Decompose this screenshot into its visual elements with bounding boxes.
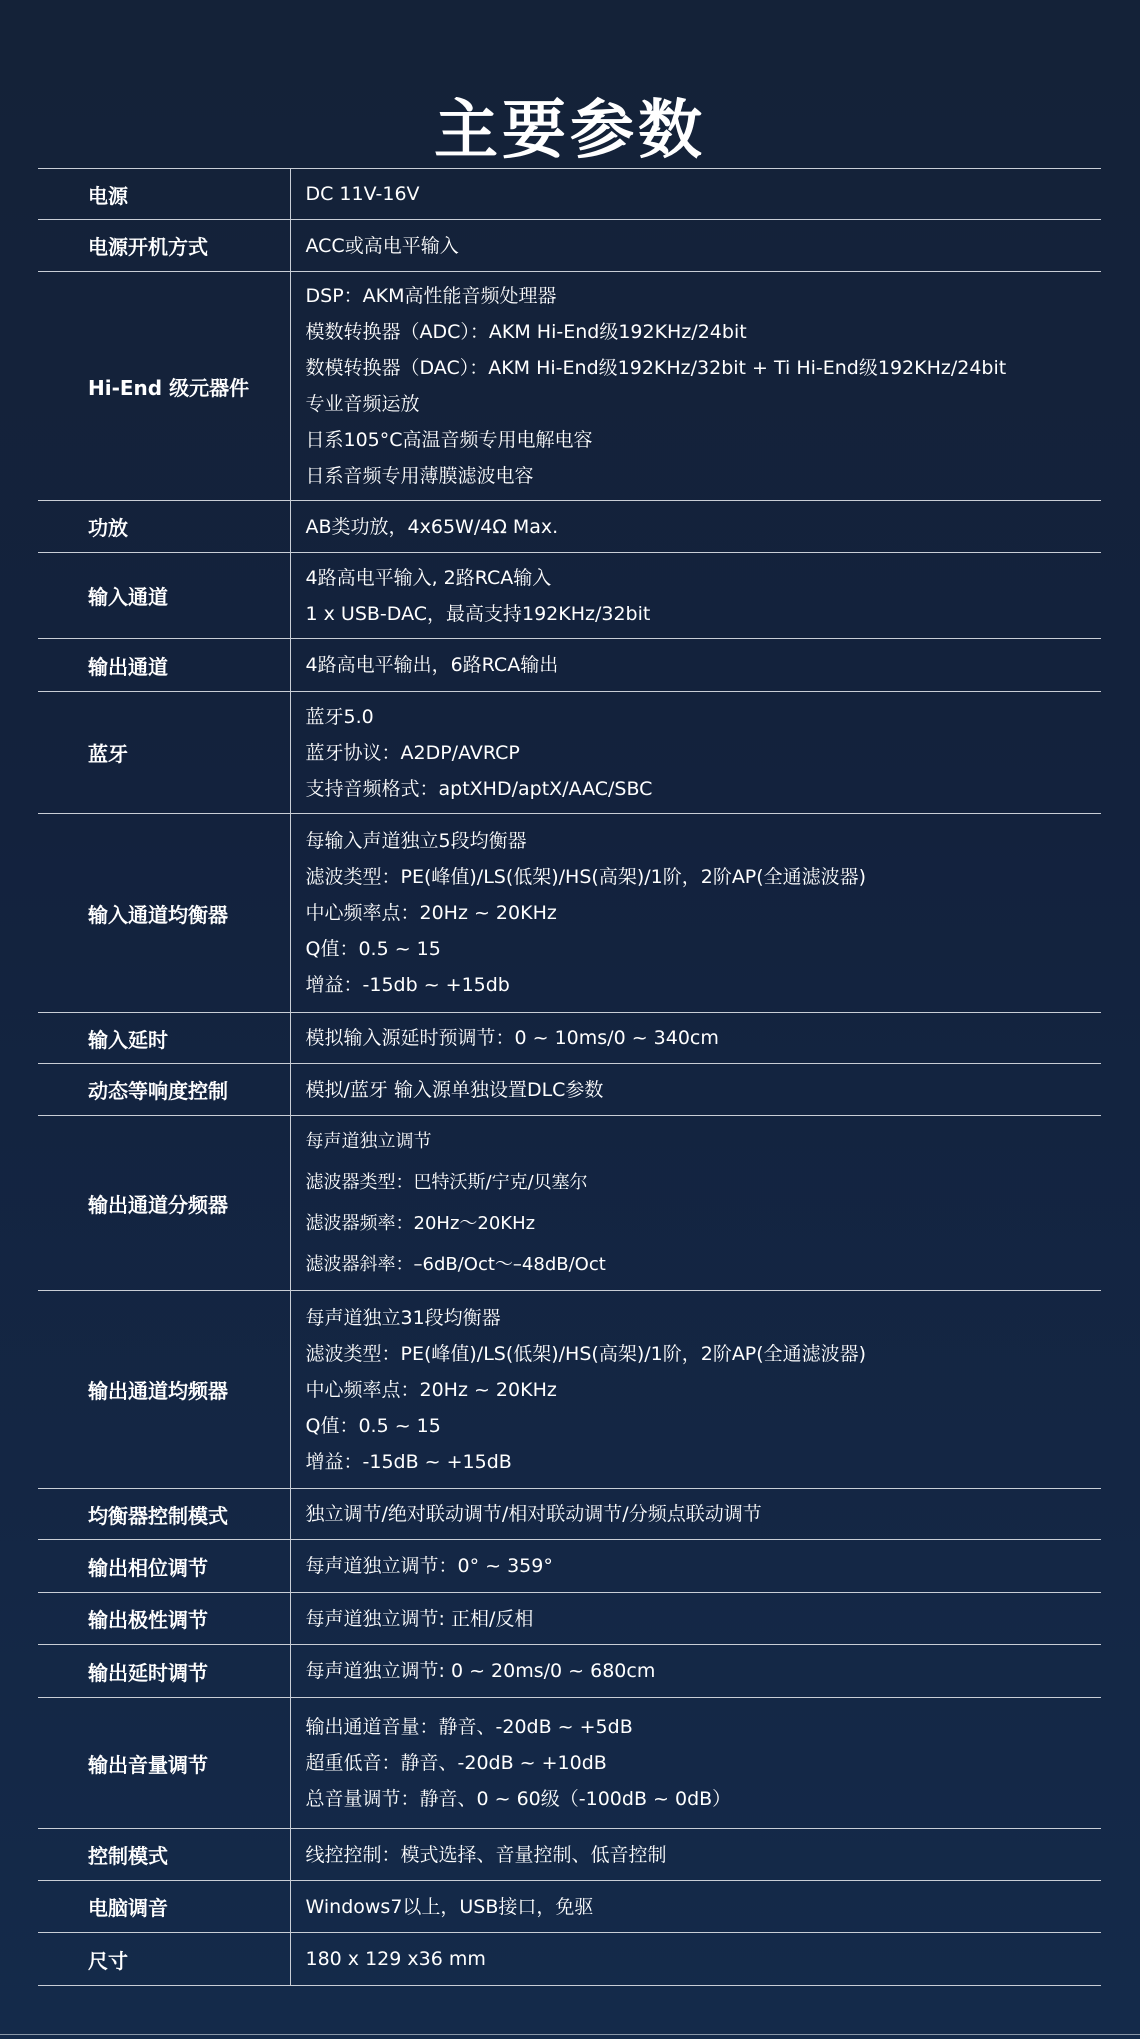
spec-value (290, 553, 1101, 639)
spec-value-line: 增益：-15db ~ +15db (305, 974, 510, 996)
spec-value-line: 180 x 129 x36 mm (305, 1948, 486, 1970)
spec-label: 输出极性调节 (38, 1593, 290, 1645)
spec-label: 输出通道均频器 (38, 1291, 290, 1489)
spec-row (38, 1881, 1101, 1933)
spec-value-line: 模拟输入源延时预调节：0 ~ 10ms/0 ~ 340cm (305, 1027, 719, 1049)
spec-row (38, 1933, 1101, 1986)
spec-value-line: 4路高电平输出，6路RCA输出 (305, 654, 559, 676)
spec-label: 电源开机方式 (38, 220, 290, 272)
spec-value-line: 专业音频运放 (305, 393, 420, 415)
spec-table-body (38, 169, 1101, 1986)
spec-row (38, 553, 1101, 639)
spec-value (290, 814, 1101, 1013)
spec-value-line: 每声道独立调节：0° ~ 359° (305, 1555, 553, 1577)
spec-value-line: 每声道独立31段均衡器 (305, 1306, 501, 1329)
spec-row (38, 1064, 1101, 1116)
spec-value-line: 蓝牙协议：A2DP/AVRCP (305, 741, 520, 764)
spec-row (38, 1645, 1101, 1698)
spec-value-line: 增益：-15dB ~ +15dB (305, 1450, 512, 1473)
spec-value-line: 滤波类型：PE(峰值)/LS(低架)/HS(高架)/1阶，2阶AP(全通滤波器) (305, 866, 867, 888)
spec-value (290, 1291, 1101, 1489)
spec-value (290, 1698, 1101, 1829)
spec-label: 输出通道 (38, 639, 290, 692)
spec-row (38, 1013, 1101, 1064)
spec-value-line: ACC或高电平输入 (305, 234, 459, 257)
spec-value-line: 独立调节/绝对联动调节/相对联动调节/分频点联动调节 (305, 1503, 762, 1525)
spec-value-line: 滤波器斜率：–6dB/Oct～–48dB/Oct (305, 1254, 606, 1275)
spec-value (290, 1881, 1101, 1933)
spec-value (290, 639, 1101, 692)
spec-value-line: 超重低音：静音、-20dB ~ +10dB (305, 1752, 607, 1774)
spec-row (38, 1291, 1101, 1489)
spec-table (38, 168, 1101, 1986)
spec-value-line: AB类功放，4x65W/4Ω Max. (305, 515, 559, 538)
spec-row (38, 1540, 1101, 1593)
spec-label: 蓝牙 (38, 692, 290, 814)
spec-row (38, 1116, 1101, 1291)
spec-value-line: Q值：0.5 ~ 15 (305, 1414, 441, 1437)
spec-value (290, 169, 1101, 220)
spec-value-line: 输出通道音量：静音、-20dB ~ +5dB (305, 1716, 633, 1738)
spec-value-line: 数模转换器（DAC）：AKM Hi-End级192KHz/32bit + Ti Hi-End级192KHz/24bit (305, 357, 1007, 379)
spec-value-line: 蓝牙5.0 (305, 705, 374, 728)
spec-value-line: 日系105°C高温音频专用电解电容 (305, 429, 593, 451)
spec-value-line: 1 x USB-DAC，最高支持192KHz/32bit (305, 602, 651, 625)
spec-value-line: 滤波器类型：巴特沃斯/宁克/贝塞尔 (305, 1172, 588, 1193)
spec-value-line: 滤波器频率：20Hz～20KHz (305, 1213, 536, 1234)
spec-label: 电源 (38, 169, 290, 220)
spec-label: Hi-End 级元器件 (38, 272, 290, 501)
spec-value-line: 每声道独立调节: 正相/反相 (305, 1607, 534, 1630)
spec-row (38, 814, 1101, 1013)
spec-value-line: 滤波类型：PE(峰值)/LS(低架)/HS(高架)/1阶，2阶AP(全通滤波器) (305, 1342, 867, 1365)
spec-label: 输出延时调节 (38, 1645, 290, 1698)
bottom-divider (0, 2034, 1140, 2035)
spec-value (290, 1829, 1101, 1881)
spec-label: 输出相位调节 (38, 1540, 290, 1593)
spec-value-line: 总音量调节：静音、0 ~ 60级（-100dB ~ 0dB） (305, 1788, 732, 1810)
spec-row (38, 1829, 1101, 1881)
spec-value (290, 272, 1101, 501)
spec-row (38, 1698, 1101, 1829)
spec-value (290, 1593, 1101, 1645)
spec-value (290, 1064, 1101, 1116)
spec-row (38, 639, 1101, 692)
spec-value-line: Q值：0.5 ~ 15 (305, 938, 441, 960)
spec-value-line: DSP：AKM高性能音频处理器 (305, 285, 557, 307)
spec-value (290, 1116, 1101, 1291)
spec-value-line: 支持音频格式：aptXHD/aptX/AAC/SBC (305, 777, 653, 800)
spec-label: 输入延时 (38, 1013, 290, 1064)
spec-value-line: 中心频率点：20Hz ~ 20KHz (305, 1378, 557, 1401)
spec-label: 功放 (38, 501, 290, 553)
spec-label: 输出音量调节 (38, 1698, 290, 1829)
spec-label: 均衡器控制模式 (38, 1489, 290, 1540)
spec-value-line: DC 11V-16V (305, 183, 420, 205)
spec-label: 尺寸 (38, 1933, 290, 1986)
spec-value-line: 中心频率点：20Hz ~ 20KHz (305, 902, 557, 924)
spec-value (290, 501, 1101, 553)
spec-label: 输入通道 (38, 553, 290, 639)
spec-value-line: 每声道独立调节: 0 ~ 20ms/0 ~ 680cm (305, 1660, 656, 1682)
spec-value-line: 线控控制：模式选择、音量控制、低音控制 (305, 1843, 667, 1866)
spec-row (38, 501, 1101, 553)
spec-value (290, 220, 1101, 272)
spec-value-line: 每输入声道独立5段均衡器 (305, 830, 527, 852)
spec-value-line: 每声道独立调节 (305, 1131, 432, 1152)
spec-row (38, 169, 1101, 220)
spec-value-line: 模数转换器（ADC）：AKM Hi-End级192KHz/24bit (305, 321, 747, 343)
page-title: 主要参数 (434, 93, 706, 168)
spec-label: 电脑调音 (38, 1881, 290, 1933)
spec-value (290, 1489, 1101, 1540)
spec-row (38, 220, 1101, 272)
spec-label: 输入通道均衡器 (38, 814, 290, 1013)
spec-value (290, 1933, 1101, 1986)
spec-value (290, 692, 1101, 814)
spec-value-line: 4路高电平输入, 2路RCA输入 (305, 566, 552, 589)
spec-label: 控制模式 (38, 1829, 290, 1881)
spec-value (290, 1540, 1101, 1593)
spec-value-line: 日系音频专用薄膜滤波电容 (305, 465, 534, 487)
spec-value-line: 模拟/蓝牙 输入源单独设置DLC参数 (305, 1078, 604, 1101)
spec-row (38, 272, 1101, 501)
spec-label: 动态等响度控制 (38, 1064, 290, 1116)
spec-row (38, 1489, 1101, 1540)
spec-value-line: Windows7以上，USB接口，免驱 (305, 1895, 594, 1918)
spec-value (290, 1013, 1101, 1064)
spec-row (38, 1593, 1101, 1645)
spec-value (290, 1645, 1101, 1698)
spec-label: 输出通道分频器 (38, 1116, 290, 1291)
spec-row (38, 692, 1101, 814)
